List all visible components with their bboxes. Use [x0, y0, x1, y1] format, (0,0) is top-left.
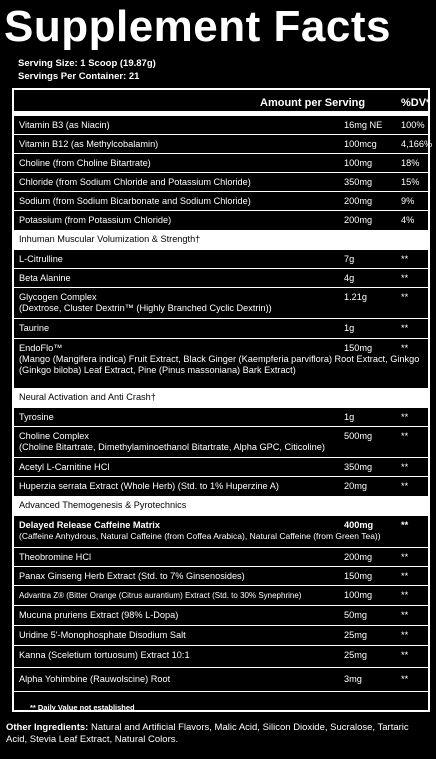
row-main: Glycogen Complex: [19, 292, 97, 302]
section-header: [14, 496, 428, 516]
row-main: EndoFlo™: [19, 343, 63, 353]
row-name: Huperzia serrata Extract (Whole Herb) (Std. to 1% Huperzine A): [19, 481, 279, 491]
table-row: [14, 457, 428, 476]
row-sub: (Dextrose, Cluster Dextrin™ (Highly Branched Cyclic Dextrin)): [19, 303, 272, 313]
row-amount: 4g: [344, 273, 355, 283]
amount-header: Amount per Serving: [260, 97, 366, 109]
row-sub: (Caffeine Anhydrous, Natural Caffeine (from Coffea Arabica), Natural Caffeine (from Green Tea)): [19, 531, 381, 541]
row-dv: **: [401, 481, 409, 491]
row-name: Theobromine HCl: [19, 552, 91, 562]
dv-header: %DV*: [401, 97, 431, 109]
row-dv: 15%: [401, 177, 420, 187]
table-row: [14, 516, 428, 547]
row-amount: 200mg: [344, 215, 373, 225]
row-name: Uridine 5'-Monophosphate Disodium Salt: [19, 630, 186, 640]
row-amount: 200mg: [344, 552, 373, 562]
row-sub: (Choline Bitartrate, Dimethylaminoethanol Bitartrate, Alpha GPC, Citicoline): [19, 442, 325, 452]
table-row: [14, 566, 428, 585]
page-title: Supplement Facts: [4, 2, 391, 51]
section-header: [14, 230, 428, 250]
row-dv: 4%: [401, 215, 415, 225]
row-name: Sodium (from Sodium Bicarbonate and Sodium Chloride): [19, 196, 251, 206]
table-row: [14, 250, 428, 268]
table-row: [14, 408, 428, 426]
servings-per-container: Servings Per Container: 21: [18, 71, 140, 82]
other-ingredients: [6, 722, 431, 746]
table-row: [14, 476, 428, 496]
row-amount: 3mg: [344, 674, 362, 684]
row-dv: **: [401, 292, 409, 302]
row-amount: 20mg: [344, 481, 367, 491]
row-amount: 25mg: [344, 630, 367, 640]
section-title: Neural Activation and Anti Crash†: [19, 392, 156, 402]
row-dv: **: [401, 343, 409, 353]
row-amount: 500mg: [344, 431, 373, 441]
row-dv: **: [401, 431, 409, 441]
section-header: [14, 388, 428, 408]
row-main: Delayed Release Caffeine Matrix: [19, 520, 160, 530]
row-amount: 150mg: [344, 571, 373, 581]
table-row: [14, 210, 428, 230]
row-dv: **: [401, 273, 409, 283]
row-name: Potassium (from Potassium Chloride): [19, 215, 172, 225]
row-dv: **: [401, 552, 409, 562]
row-dv: **: [401, 323, 409, 333]
row-dv: **: [401, 462, 409, 472]
table-row: [14, 268, 428, 287]
facts-panel: [12, 88, 433, 712]
row-amount: 1g: [344, 323, 355, 333]
section-title: Inhuman Muscular Volumization & Strength†: [19, 234, 201, 244]
row-amount: 7g: [344, 254, 355, 264]
row-amount: 200mg: [344, 196, 373, 206]
row-name: Mucuna pruriens Extract (98% L-Dopa): [19, 610, 179, 620]
row-name: Kanna (Sceletium tortuosum) Extract 10:1: [19, 650, 190, 660]
row-name: [19, 292, 349, 314]
row-main: Choline Complex: [19, 431, 89, 441]
row-name: Vitamin B3 (as Niacin): [19, 120, 110, 130]
row-amount: 350mg: [344, 177, 373, 187]
row-name: Advantra Z® (Bitter Orange (Citrus aurantium) Extract (Std. to 30% Synephrine): [19, 591, 302, 600]
table-row: [14, 153, 428, 172]
table-row: [14, 547, 428, 566]
table-row: [14, 625, 428, 645]
row-dv: **: [401, 571, 409, 581]
row-amount: 150mg: [344, 343, 373, 353]
row-name: Chloride (from Sodium Chloride and Potassium Chloride): [19, 177, 251, 187]
section-title: Advanced Themogenesis & Pyrotechnics: [19, 500, 187, 510]
row-name: Vitamin B12 (as Methylcobalamin): [19, 139, 159, 149]
row-amount: 1.21g: [344, 292, 367, 302]
table-row: [14, 191, 428, 210]
table-row: [14, 172, 428, 191]
row-name: L-Citrulline: [19, 254, 63, 264]
table-row: [14, 645, 428, 667]
row-dv: **: [401, 590, 409, 600]
row-amount: 350mg: [344, 462, 373, 472]
row-dv: 18%: [401, 158, 420, 168]
row-name: Taurine: [19, 323, 50, 333]
row-dv: **: [401, 674, 409, 684]
table-row: [14, 667, 428, 691]
row-amount: 50mg: [344, 610, 367, 620]
row-amount: 100mg: [344, 590, 373, 600]
row-sub: (Mango (Mangifera indica) Fruit Extract, Black Ginger (Kaempferia parviflora) Root Extract, Ginkgo (Ginkgo biloba) Leaf Extract, Pine (Pinus massoniana) Bark Extract): [19, 354, 420, 375]
row-dv: 9%: [401, 196, 415, 206]
row-dv: **: [401, 630, 409, 640]
row-dv: **: [401, 254, 409, 264]
row-dv: **: [401, 650, 409, 660]
row-dv: **: [401, 610, 409, 620]
table-row: [14, 426, 428, 457]
row-amount: 16mg NE: [344, 120, 383, 130]
row-dv: **: [401, 520, 409, 530]
row-amount: 100mcg: [344, 139, 377, 149]
row-dv: 4,166%: [401, 139, 433, 149]
table-row: [14, 318, 428, 338]
row-name: Acetyl L-Carnitine HCl: [19, 462, 110, 472]
row-name: Alpha Yohimbine (Rauwolscine) Root: [19, 674, 171, 684]
serving-size: Serving Size: 1 Scoop (19.87g): [18, 58, 156, 69]
row-amount: 400mg: [344, 520, 374, 530]
table-header: [14, 90, 431, 116]
row-amount: 100mg: [344, 158, 373, 168]
row-name: Beta Alanine: [19, 273, 71, 283]
table-row: [14, 116, 428, 134]
row-dv: 100%: [401, 120, 425, 130]
row-dv: **: [401, 412, 409, 422]
row-name: [19, 431, 349, 453]
other-ingredients-label: Other Ingredients:: [6, 722, 89, 733]
table-row: [14, 134, 433, 153]
row-amount: 25mg: [344, 650, 367, 660]
table-row: [14, 338, 428, 383]
table-row: [14, 605, 428, 625]
table-row: [14, 585, 428, 605]
dv-footnote: ** Daily Value not established: [30, 703, 135, 712]
row-name: Tyrosine: [19, 412, 54, 422]
table-row: [14, 287, 428, 318]
row-amount: 1g: [344, 412, 355, 422]
row-name: Panax Ginseng Herb Extract (Std. to 7% Ginsenosides): [19, 571, 245, 581]
other-ingredients-text: Natural and Artificial Flavors, Malic Acid, Silicon Dioxide, Sucralose, Tartaric Acid, Stevia Leaf Extract, Natural Colors.: [6, 722, 409, 745]
row-name: Choline (from Choline Bitartrate): [19, 158, 151, 168]
